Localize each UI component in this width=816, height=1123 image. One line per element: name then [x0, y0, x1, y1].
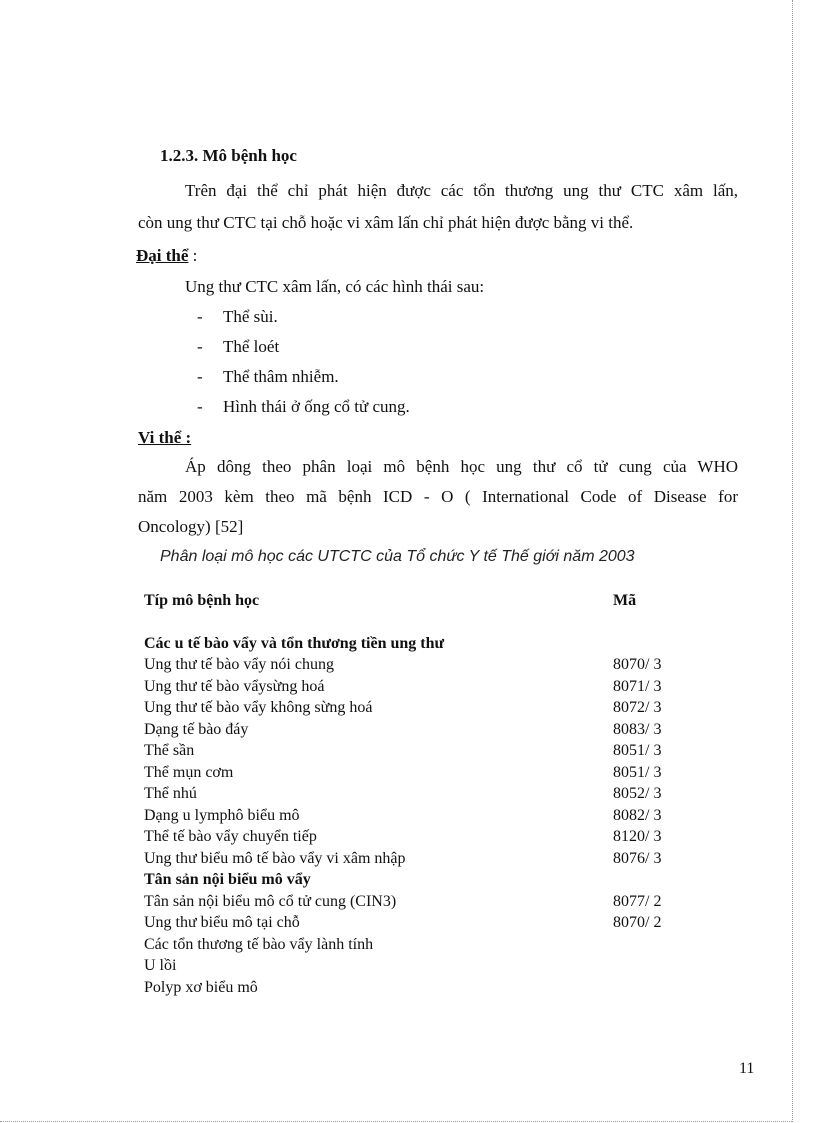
- table-row: [144, 783, 704, 805]
- row-code: 8051/ 3: [613, 742, 662, 759]
- gross-colon: :: [188, 246, 198, 265]
- row-code: 8070/ 2: [613, 914, 662, 931]
- gross-list-item: [197, 337, 279, 357]
- table-caption: Phân loại mô học các UTCTC của Tổ chức Y tế Thế giới năm 2003: [160, 548, 635, 565]
- gross-list-item: [197, 367, 339, 387]
- micro-para-line-1: Áp dông theo phân loại mô bệnh học ung thư cổ tử cung của WHO: [185, 457, 738, 476]
- table-row: [144, 891, 704, 913]
- table-row: [144, 805, 704, 827]
- row-name: U lồi: [144, 957, 177, 974]
- table-row: [144, 955, 704, 977]
- gross-label: Đại thể: [136, 246, 189, 265]
- table-row: [144, 826, 704, 848]
- micro-para-line-2: năm 2003 kèm theo mã bệnh ICD - O ( International Code of Disease for: [138, 487, 738, 506]
- list-dash: -: [197, 397, 203, 416]
- micro-para-line-3: Oncology) [52]: [138, 517, 244, 536]
- row-name: Ung thư biểu mô tại chỗ: [144, 914, 300, 931]
- table-row: [144, 697, 704, 719]
- page-border-right: [792, 0, 793, 1122]
- micro-label: Vi thể :: [138, 428, 192, 447]
- list-item-text: Thể thâm nhiễm.: [223, 367, 339, 386]
- intro-line-1: Trên đại thể chỉ phát hiện được các tổn thương ung thư CTC xâm lấn,: [185, 181, 738, 200]
- header-code: Mã: [613, 592, 637, 609]
- list-dash: -: [197, 337, 203, 356]
- gross-list-item: [197, 307, 278, 327]
- table-row: [144, 762, 704, 784]
- row-code: 8120/ 3: [613, 828, 662, 845]
- row-name: Dạng tế bào đáy: [144, 720, 249, 738]
- row-name: Ung thư tế bào vẩy nói chung: [144, 656, 334, 673]
- table-row: [144, 719, 704, 741]
- table-row: [144, 869, 704, 891]
- row-name: Thể nhú: [144, 785, 197, 802]
- row-name: Các tổn thương tế bào vẩy lành tính: [144, 935, 374, 953]
- table-row: [144, 676, 704, 698]
- table-row: [144, 633, 704, 655]
- row-name: Dạng u lymphô biểu mô: [144, 806, 300, 824]
- gross-lead: Ung thư CTC xâm lấn, có các hình thái sau:: [185, 277, 485, 296]
- table-header: [144, 590, 704, 612]
- row-name: Ung thư tế bào vẩysừng hoá: [144, 677, 325, 695]
- row-code: 8072/ 3: [613, 699, 662, 716]
- intro-line-2: còn ung thư CTC tại chỗ hoặc vi xâm lấn chỉ phát hiện được bằng vi thể.: [138, 213, 634, 232]
- page-number: 11: [739, 1060, 755, 1077]
- list-item-text: Thể loét: [223, 337, 280, 356]
- row-code: 8082/ 3: [613, 806, 662, 824]
- header-name: Típ mô bệnh học: [144, 592, 260, 609]
- list-dash: -: [197, 307, 203, 326]
- list-item-text: Thể sùi.: [223, 307, 278, 326]
- table-row: [144, 912, 704, 934]
- row-code: 8077/ 2: [613, 892, 662, 910]
- table-row: [144, 848, 704, 870]
- gross-heading: [136, 246, 197, 266]
- micro-heading: [138, 428, 191, 448]
- table-body: [144, 633, 704, 999]
- row-name: Tân sản nội biểu mô vẩy: [144, 871, 311, 888]
- list-dash: -: [197, 367, 203, 386]
- list-item-text: Hình thái ở ống cổ tử cung.: [223, 397, 410, 416]
- row-name: Thể sần: [144, 742, 195, 759]
- row-code: 8083/ 3: [613, 720, 662, 738]
- row-name: Ung thư tế bào vẩy không sừng hoá: [144, 699, 373, 716]
- row-code: 8076/ 3: [613, 849, 662, 867]
- row-code: 8051/ 3: [613, 763, 662, 781]
- row-name: Các u tế bào vẩy và tổn thương tiền ung thư: [144, 634, 445, 652]
- row-name: Thể tế bào vẩy chuyển tiếp: [144, 828, 317, 845]
- row-code: 8071/ 3: [613, 677, 662, 695]
- row-code: 8070/ 3: [613, 656, 662, 673]
- row-code: 8052/ 3: [613, 785, 662, 802]
- row-name: Tân sản nội biểu mô cổ tử cung (CIN3): [144, 892, 397, 910]
- row-name: Polyp xơ biểu mô: [144, 978, 258, 996]
- table-row: [144, 977, 704, 999]
- classification-table: [144, 590, 704, 998]
- row-name: Thể mụn cơm: [144, 763, 234, 781]
- section-heading: 1.2.3. Mô bệnh học: [160, 146, 297, 165]
- table-row: [144, 654, 704, 676]
- table-row: [144, 934, 704, 956]
- gross-list-item: [197, 397, 410, 417]
- row-name: Ung thư biểu mô tế bào vẩy vi xâm nhập: [144, 849, 406, 867]
- page-border-bottom: [0, 1121, 792, 1122]
- table-row: [144, 740, 704, 762]
